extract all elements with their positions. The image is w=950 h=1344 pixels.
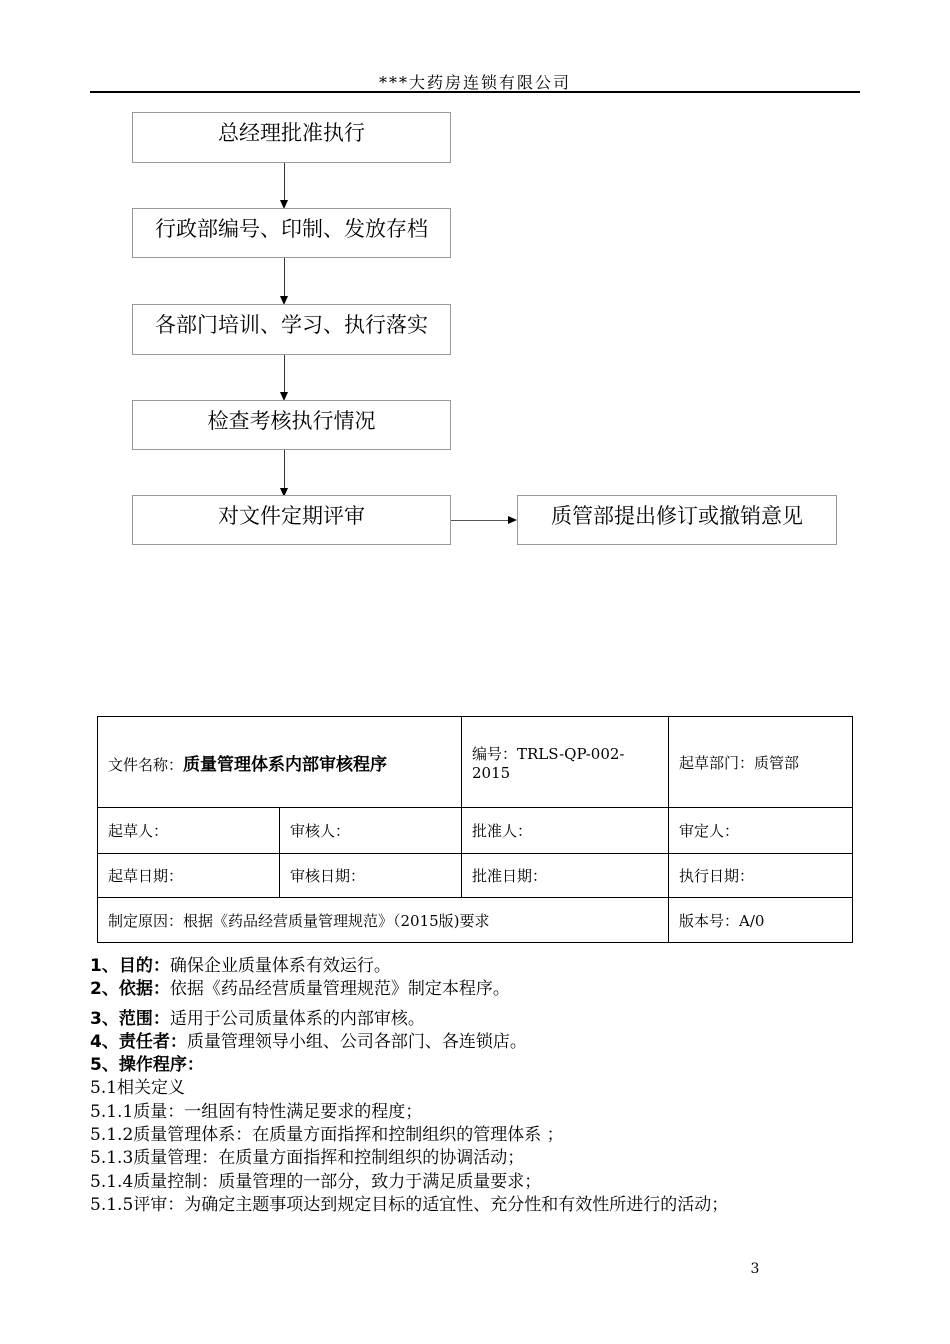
list-item: 5.1.4质量控制：质量管理的一部分，致力于满足质量要求； xyxy=(90,1171,542,1192)
flow-connector-side xyxy=(451,520,509,521)
doc-code: 编号：TRLS-QP-002-2015 xyxy=(462,717,669,808)
list-item: 5.1.5评审：为确定主题事项达到规定目标的适宜性、充分性和有效性所进行的活动； xyxy=(90,1194,729,1215)
procedure-body xyxy=(90,955,860,1217)
flow-connector-4 xyxy=(284,450,285,489)
review-date-cell: 审核日期： xyxy=(280,854,462,898)
section-basis xyxy=(90,978,860,1001)
flow-step-review: 对文件定期评审 xyxy=(132,495,451,545)
section-label: 4、责任者： xyxy=(90,1031,187,1052)
version-cell: 版本号：A/0 xyxy=(669,898,853,943)
section-text: 确保企业质量体系有效运行。 xyxy=(169,956,391,976)
section-label: 1、目的： xyxy=(90,956,170,976)
approve-date-cell: 批准日期： xyxy=(462,854,669,898)
document-info-table xyxy=(97,716,853,943)
section-label: 3、范围： xyxy=(90,1008,170,1029)
exec-date-cell: 执行日期： xyxy=(669,854,853,898)
header-rule xyxy=(90,91,860,93)
list-item: 5.1.3质量管理：在质量方面指挥和控制组织的协调活动； xyxy=(90,1148,525,1169)
section-procedure xyxy=(90,1054,860,1077)
doc-name-label: 文件名称： xyxy=(108,755,184,774)
reviewer-cell: 审核人： xyxy=(280,808,462,854)
company-header: ***大药房连锁有限公司 xyxy=(378,73,571,92)
table-row xyxy=(98,854,853,898)
table-row xyxy=(98,717,853,808)
flow-step-revise: 质管部提出修订或撤销意见 xyxy=(517,495,837,545)
approver-cell: 批准人： xyxy=(462,808,669,854)
list-item: 5.1.1质量：一组固有特性满足要求的程度； xyxy=(90,1101,423,1122)
section-label: 5、操作程序： xyxy=(90,1055,204,1076)
flow-step-approve: 总经理批准执行 xyxy=(132,112,451,163)
page-number: 3 xyxy=(750,1261,760,1277)
section-label: 2、依据： xyxy=(90,979,170,1000)
section-text: 适用于公司质量体系的内部审核。 xyxy=(169,1008,425,1029)
list-item: 5.1.2质量管理体系：在质量方面指挥和控制组织的管理体系 ； xyxy=(90,1125,564,1146)
reason-cell: 制定原因：根据《药品经营质量管理规范》（2015版)要求 xyxy=(98,898,669,943)
section-text: 依据《药品经营质量管理规范》制定本程序。 xyxy=(169,979,510,1000)
section-text: 质量管理领导小组、公司各部门、各连锁店。 xyxy=(186,1031,527,1052)
flow-step-inspect: 检查考核执行情况 xyxy=(132,400,451,450)
list-item: 5.1相关定义 xyxy=(90,1078,186,1099)
table-row xyxy=(98,808,853,854)
arrow-right-icon xyxy=(508,516,517,524)
flow-connector-3 xyxy=(284,355,285,393)
finalizer-cell: 审定人： xyxy=(669,808,853,854)
flow-step-train: 各部门培训、学习、执行落实 xyxy=(132,304,451,355)
draft-dept: 起草部门：质管部 xyxy=(669,717,853,808)
flow-step-issue: 行政部编号、印制、发放存档 xyxy=(132,208,451,258)
doc-name-value: 质量管理体系内部审核程序 xyxy=(183,754,388,775)
section-responsible xyxy=(90,1031,860,1054)
section-purpose xyxy=(90,955,860,978)
section-scope xyxy=(90,1008,860,1031)
table-row xyxy=(98,898,853,943)
doc-name-cell xyxy=(98,717,462,808)
flow-connector-1 xyxy=(284,163,285,201)
drafter-cell: 起草人： xyxy=(98,808,280,854)
draft-date-cell: 起草日期： xyxy=(98,854,280,898)
flow-connector-2 xyxy=(284,258,285,297)
